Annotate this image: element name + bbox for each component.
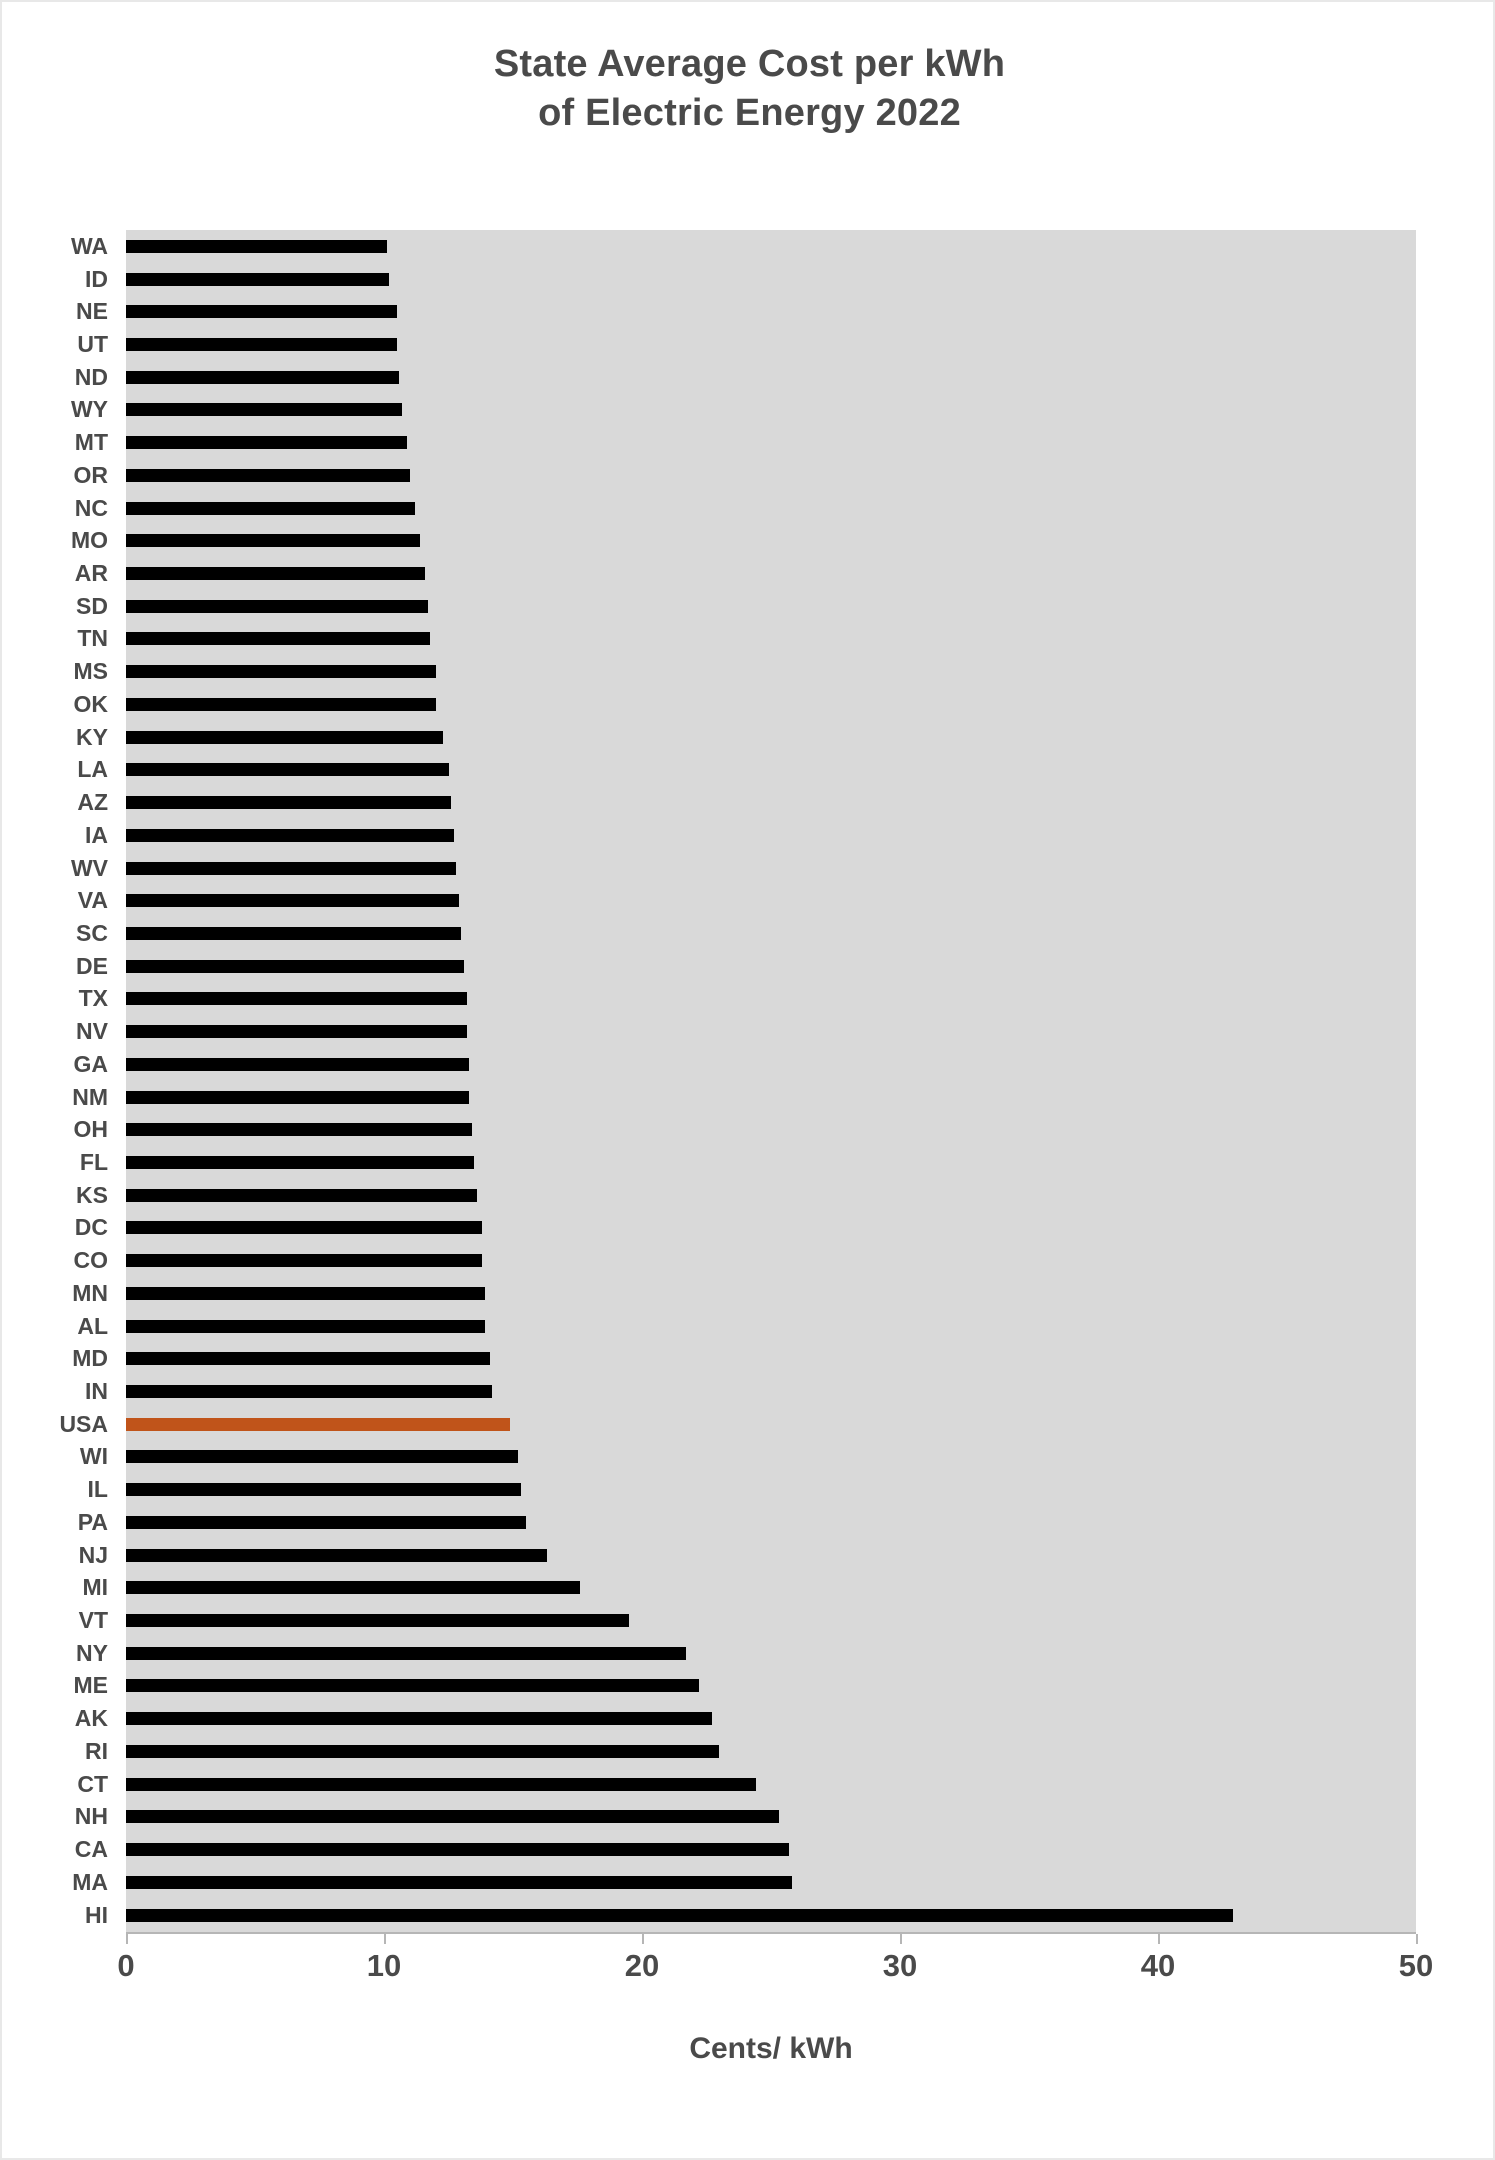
category-label-wa: WA (70, 232, 108, 259)
bar-row (126, 655, 1416, 688)
bar-pa (126, 1516, 526, 1529)
category-label-me: ME (73, 1672, 108, 1699)
bar-fl (126, 1156, 474, 1169)
bar-row (126, 852, 1416, 885)
bar-tx (126, 992, 467, 1005)
bar-row (126, 1473, 1416, 1506)
bar-row (126, 1342, 1416, 1375)
bar-row (126, 1081, 1416, 1114)
bar-md (126, 1352, 490, 1365)
x-tick-label: 30 (882, 1948, 918, 1983)
category-label-ga: GA (73, 1050, 108, 1077)
bar-al (126, 1320, 485, 1333)
bar-co (126, 1254, 482, 1267)
bar-mo (126, 534, 420, 547)
bar-row (126, 786, 1416, 819)
x-tick (900, 1934, 902, 1944)
category-label-wi: WI (79, 1443, 108, 1470)
x-tick (1158, 1934, 1160, 1944)
x-tick-label: 20 (624, 1948, 660, 1983)
category-label-nj: NJ (78, 1541, 108, 1568)
category-label-or: OR (73, 461, 108, 488)
bar-row (126, 917, 1416, 950)
bar-row (126, 230, 1416, 263)
bar-in (126, 1385, 492, 1398)
category-label-al: AL (77, 1312, 108, 1339)
bar-ga (126, 1058, 469, 1071)
bar-row (126, 459, 1416, 492)
bar-row (126, 1604, 1416, 1637)
category-label-in: IN (85, 1378, 108, 1405)
category-label-nv: NV (76, 1018, 108, 1045)
category-label-wv: WV (70, 854, 108, 881)
x-tick-label: 0 (117, 1948, 135, 1983)
bar-ct (126, 1778, 756, 1791)
category-label-dc: DC (74, 1214, 108, 1241)
category-label-ky: KY (76, 723, 108, 750)
x-tick-label: 50 (1398, 1948, 1434, 1983)
category-label-ma: MA (72, 1868, 108, 1895)
bar-ut (126, 338, 397, 351)
bar-ky (126, 731, 443, 744)
bar-row (126, 590, 1416, 623)
category-label-ak: AK (74, 1705, 108, 1732)
category-label-de: DE (76, 952, 108, 979)
category-label-mt: MT (74, 429, 108, 456)
category-label-pa: PA (77, 1508, 108, 1535)
bar-nv (126, 1025, 467, 1038)
bar-row (126, 1801, 1416, 1834)
bar-ny (126, 1647, 686, 1660)
bar-row (126, 1244, 1416, 1277)
category-label-ri: RI (85, 1737, 108, 1764)
bar-oh (126, 1123, 472, 1136)
bar-row (126, 1670, 1416, 1703)
bar-nd (126, 371, 399, 384)
bar-row (126, 1506, 1416, 1539)
bar-row (126, 1277, 1416, 1310)
chart-title-line1: State Average Cost per kWh (493, 43, 1006, 85)
category-label-nh: NH (74, 1803, 108, 1830)
category-label-nm: NM (72, 1083, 108, 1110)
category-label-tn: TN (77, 625, 108, 652)
bar-mi (126, 1581, 580, 1594)
bar-row (126, 1048, 1416, 1081)
chart-title-line2: of Electric Energy 2022 (538, 92, 961, 135)
bar-row (126, 557, 1416, 590)
category-label-wy: WY (70, 396, 108, 423)
bar-hi (126, 1909, 1233, 1922)
bar-row (126, 328, 1416, 361)
bar-mn (126, 1287, 485, 1300)
bar-sd (126, 600, 428, 613)
bar-usa (126, 1418, 510, 1431)
category-label-mi: MI (82, 1574, 108, 1601)
x-tick (642, 1934, 644, 1944)
category-label-sc: SC (76, 919, 108, 946)
bar-row (126, 492, 1416, 525)
bar-row (126, 1113, 1416, 1146)
bar-vt (126, 1614, 629, 1627)
bar-ma (126, 1876, 792, 1889)
bar-row (126, 1637, 1416, 1670)
bar-wy (126, 403, 402, 416)
category-label-ok: OK (73, 690, 108, 717)
x-axis-title: Cents/ kWh (689, 2032, 853, 2065)
category-label-mn: MN (72, 1279, 108, 1306)
bar-row (126, 1146, 1416, 1179)
bar-row (126, 1441, 1416, 1474)
bar-ok (126, 698, 436, 711)
plot-area (126, 230, 1416, 1932)
bar-or (126, 469, 410, 482)
category-axis-labels (2, 230, 118, 1932)
bar-sc (126, 927, 461, 940)
bar-row (126, 263, 1416, 296)
bar-wa (126, 240, 387, 253)
bar-row (126, 623, 1416, 656)
bar-row (126, 950, 1416, 983)
x-axis-ticks (117, 1934, 1434, 1983)
chart-title (2, 40, 1495, 139)
bar-id (126, 273, 389, 286)
x-tick-label: 40 (1140, 1948, 1176, 1983)
bar-row (126, 1768, 1416, 1801)
bar-az (126, 796, 451, 809)
bar-row (126, 1179, 1416, 1212)
category-label-ks: KS (76, 1181, 108, 1208)
category-label-fl: FL (79, 1148, 108, 1175)
bar-mt (126, 436, 407, 449)
bar-va (126, 894, 459, 907)
category-label-ms: MS (73, 658, 108, 685)
category-label-nc: NC (74, 494, 108, 521)
bar-row (126, 983, 1416, 1016)
category-label-il: IL (87, 1476, 108, 1503)
category-label-az: AZ (77, 789, 108, 816)
bar-me (126, 1679, 699, 1692)
x-tick (384, 1934, 386, 1944)
bar-wi (126, 1450, 518, 1463)
bar-row (126, 688, 1416, 721)
bar-row (126, 1015, 1416, 1048)
category-label-ne: NE (76, 298, 108, 325)
bar-ks (126, 1189, 477, 1202)
bar-nj (126, 1549, 547, 1562)
bar-row (126, 1571, 1416, 1604)
bar-row (126, 754, 1416, 787)
bar-row (126, 1735, 1416, 1768)
category-label-ar: AR (74, 560, 108, 587)
bar-row (126, 1702, 1416, 1735)
bar-row (126, 1212, 1416, 1245)
category-label-tx: TX (78, 985, 108, 1012)
bar-nh (126, 1810, 779, 1823)
bar-row (126, 1866, 1416, 1899)
bar-rows (126, 230, 1416, 1932)
bar-row (126, 1899, 1416, 1932)
bar-ar (126, 567, 425, 580)
bar-il (126, 1483, 521, 1496)
bar-row (126, 1539, 1416, 1572)
bar-tn (126, 632, 430, 645)
category-label-vt: VT (78, 1607, 108, 1634)
category-label-mo: MO (70, 527, 108, 554)
category-label-sd: SD (76, 592, 108, 619)
bar-nc (126, 502, 415, 515)
bar-row (126, 394, 1416, 427)
bar-row (126, 1833, 1416, 1866)
bar-row (126, 1310, 1416, 1343)
category-label-nd: ND (74, 363, 108, 390)
category-label-ia: IA (85, 821, 108, 848)
bar-row (126, 819, 1416, 852)
bar-de (126, 960, 464, 973)
category-label-ut: UT (77, 331, 108, 358)
category-label-id: ID (85, 265, 108, 292)
bar-row (126, 524, 1416, 557)
bar-ia (126, 829, 454, 842)
x-tick (1416, 1934, 1418, 1944)
bar-ne (126, 305, 397, 318)
category-label-oh: OH (73, 1116, 108, 1143)
category-label-ct: CT (77, 1770, 108, 1797)
bar-ms (126, 665, 436, 678)
bar-row (126, 1375, 1416, 1408)
bar-la (126, 763, 449, 776)
bar-dc (126, 1221, 482, 1234)
bar-row (126, 426, 1416, 459)
bar-row (126, 295, 1416, 328)
category-label-la: LA (77, 756, 108, 783)
bar-ca (126, 1843, 789, 1856)
x-tick (126, 1934, 128, 1944)
category-label-md: MD (72, 1345, 108, 1372)
category-label-hi: HI (85, 1901, 108, 1928)
category-label-ny: NY (76, 1639, 108, 1666)
category-label-usa: USA (59, 1410, 108, 1437)
category-label-ca: CA (74, 1836, 108, 1863)
bar-row (126, 1408, 1416, 1441)
bar-nm (126, 1091, 469, 1104)
bar-row (126, 721, 1416, 754)
bar-ak (126, 1712, 712, 1725)
bar-row (126, 361, 1416, 394)
bar-ri (126, 1745, 719, 1758)
category-label-co: CO (73, 1247, 108, 1274)
bar-row (126, 884, 1416, 917)
bar-wv (126, 862, 456, 875)
x-tick-label: 10 (366, 1948, 402, 1983)
category-label-va: VA (77, 887, 108, 914)
